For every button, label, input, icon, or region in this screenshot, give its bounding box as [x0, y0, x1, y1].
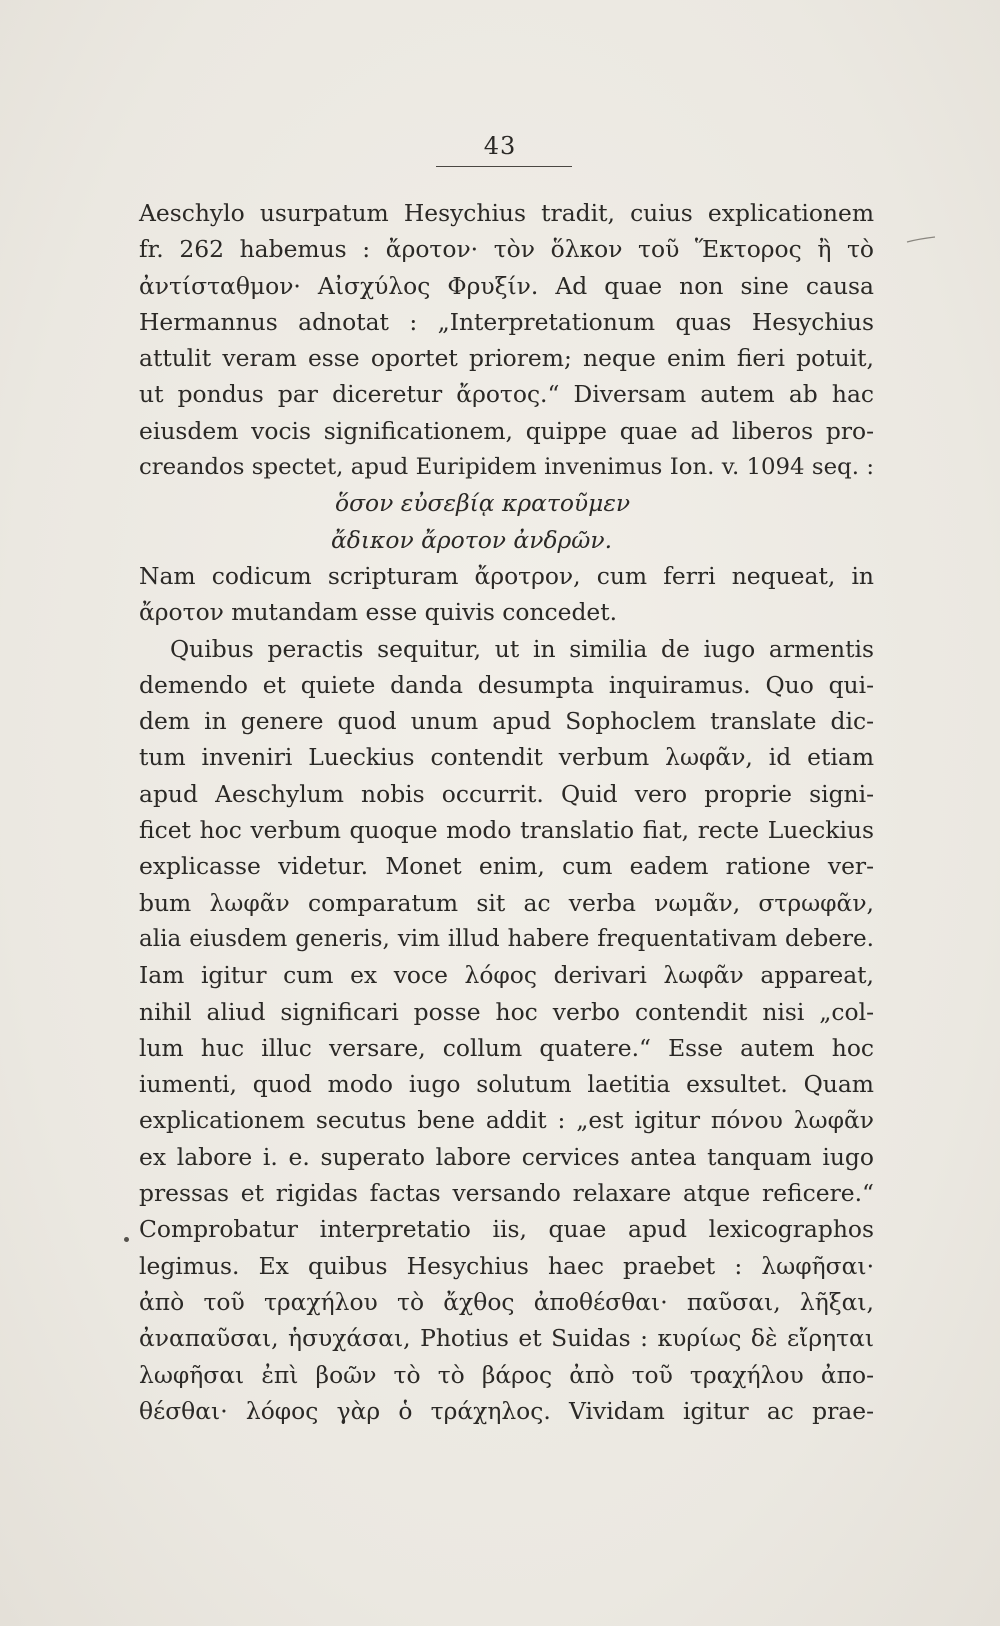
- text-line: attulit veram esse oportet priorem; neque enim fieri potuit,: [139, 344, 874, 373]
- margin-pencil-mark: [906, 236, 936, 244]
- body-text: [139, 195, 874, 1429]
- text-line: demendo et quiete danda desumpta inquiramus. Quo qui-: [139, 670, 874, 699]
- text-line: θέσθαι· λόφος γὰρ ὁ τράχηλος. Vividam igitur ac prae-: [139, 1396, 874, 1425]
- text-line: ficet hoc verbum quoque modo translatio fiat, recte Lueckius: [139, 816, 874, 845]
- text-line: ἀπὸ τοῦ τραχήλου τὸ ἄχθος ἀποθέσθαι· παῦσαι, λῆξαι,: [139, 1287, 874, 1316]
- text-line: Nam codicum scripturam ἄροτρον, cum ferri nequeat, in: [139, 561, 874, 590]
- page-number: 43: [483, 132, 517, 160]
- text-line: ἀναπαῦσαι, ἡσυχάσαι, Photius et Suidas : κυρίως δὲ εἴρηται: [139, 1324, 874, 1353]
- text-line: ex labore i. e. superato labore cervices antea tanquam iugo: [139, 1142, 874, 1171]
- text-line: bum λωφᾶν comparatum sit ac verba νωμᾶν, στρωφᾶν,: [139, 888, 874, 917]
- text-line: alia eiusdem generis, vim illud habere frequentativam debere.: [139, 925, 874, 952]
- header-rule: [436, 166, 572, 167]
- text-line: dem in genere quod unum apud Sophoclem translate dic-: [139, 707, 874, 736]
- text-line: ἄροτον mutandam esse quivis concedet.: [139, 598, 618, 627]
- text-line: Iam igitur cum ex voce λόφος derivari λωφᾶν appareat,: [139, 961, 874, 990]
- text-line: Hermannus adnotat : „Interpretationum quas Hesychius: [139, 307, 874, 336]
- text-line: eiusdem vocis significationem, quippe quae ad liberos pro-: [139, 416, 874, 445]
- text-line: nihil aliud significari posse hoc verbo contendit nisi „col-: [139, 997, 874, 1026]
- text-line: ἄδικον ἄροτον ἀνδρῶν.: [331, 525, 613, 554]
- text-line: λωφῆσαι ἐπὶ βοῶν τὸ τὸ βάρος ἀπὸ τοῦ τραχήλου ἀπο-: [139, 1360, 874, 1389]
- text-line: lum huc illuc versare, collum quatere.“ Esse autem hoc: [139, 1033, 874, 1062]
- text-line: explicationem secutus bene addit : „est igitur πόνου λωφᾶν: [139, 1106, 874, 1135]
- text-line: iumenti, quod modo iugo solutum laetitia exsultet. Quam: [139, 1070, 874, 1099]
- text-line: ὅσον εὐσεβίᾳ κρατοῦμεν: [335, 489, 631, 518]
- text-line: creandos spectet, apud Euripidem invenimus Ion. v. 1094 seq. :: [139, 454, 874, 481]
- text-line: Aeschylo usurpatum Hesychius tradit, cuius explicationem: [139, 199, 874, 227]
- text-line: legimus. Ex quibus Hesychius haec praebet : λωφῆσαι·: [139, 1251, 874, 1280]
- margin-dot: [124, 1237, 129, 1242]
- text-line: tum inveniri Lueckius contendit verbum λωφᾶν, id etiam: [139, 743, 874, 772]
- text-line: fr. 262 habemus : ἄροτον· τὸν ὅλκον τοῦ Ἕκτορος ἢ τὸ: [139, 235, 874, 264]
- text-line: explicasse videtur. Monet enim, cum eadem ratione ver-: [139, 852, 874, 881]
- text-line: ut pondus par diceretur ἄροτος.“ Diversam autem ab hac: [139, 380, 874, 409]
- text-line: Quibus peractis sequitur, ut in similia de iugo armentis: [170, 634, 874, 663]
- text-line: apud Aeschylum nobis occurrit. Quid vero proprie signi-: [139, 779, 874, 808]
- text-line: Comprobatur interpretatio iis, quae apud lexicographos: [139, 1215, 874, 1244]
- text-line: ἀντίσταθμον· Αἰσχύλος Φρυξίν. Ad quae non sine causa: [139, 271, 874, 300]
- text-line: pressas et rigidas factas versando relaxare atque reficere.“: [139, 1179, 874, 1208]
